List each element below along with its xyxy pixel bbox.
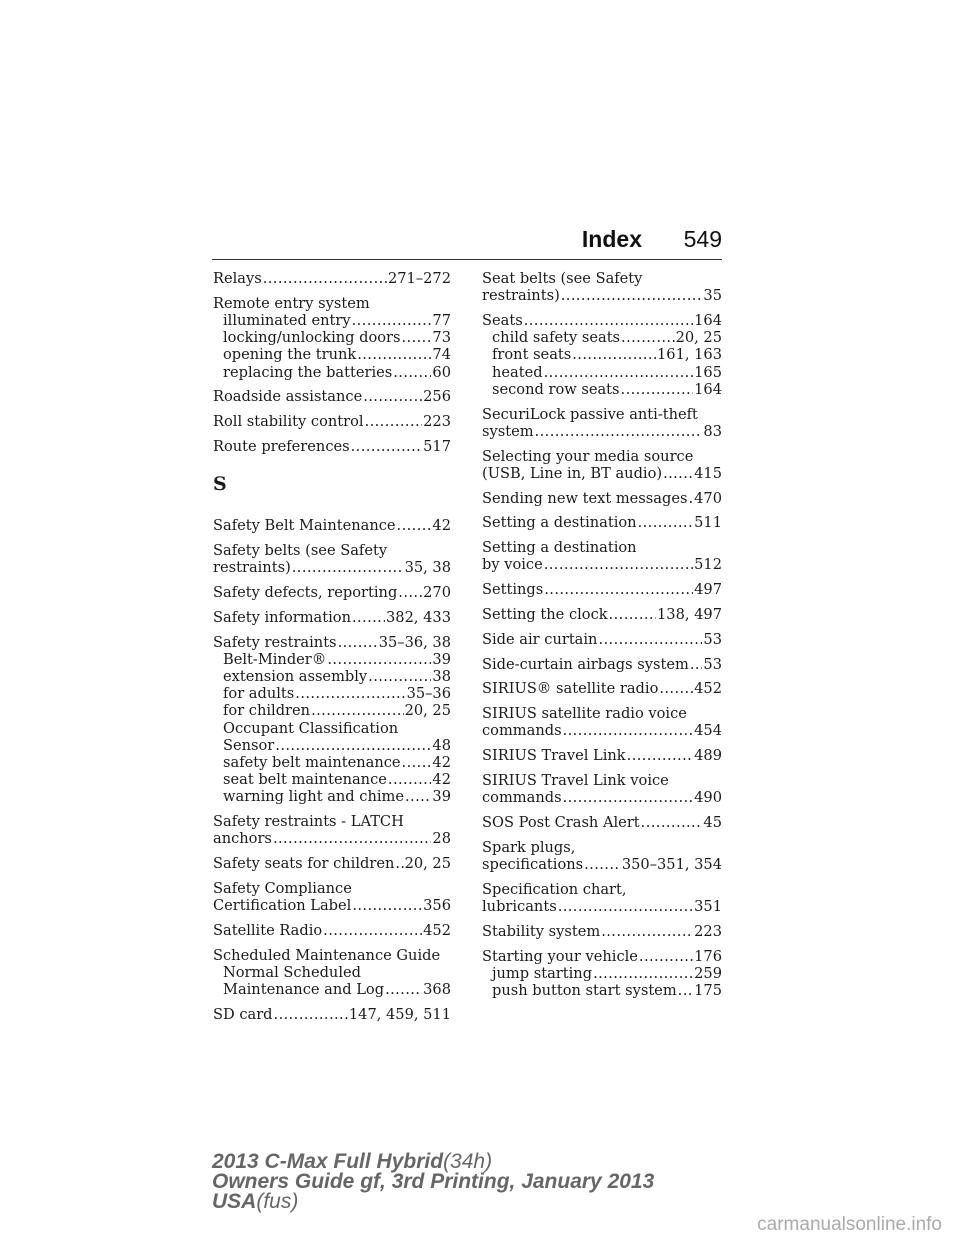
- entry-term: Side-curtain airbags system: [482, 655, 689, 673]
- index-entry: [213, 584, 451, 601]
- index-line: [482, 423, 722, 440]
- index-line: [482, 705, 722, 722]
- watermark: carmanualsonline.info: [757, 1214, 942, 1235]
- index-line: [482, 514, 722, 531]
- entry-term: SecuriLock passive anti-theft: [482, 405, 698, 423]
- entry-term: SIRIUS Travel Link: [482, 747, 626, 765]
- page-reference: 259: [694, 964, 722, 982]
- index-line: [482, 656, 722, 673]
- entry-term: Stability system: [482, 922, 601, 940]
- index-subentry: [213, 685, 451, 702]
- index-entry: [213, 813, 451, 847]
- page-reference: 164: [694, 312, 722, 329]
- entry-term: (USB, Line in, BT audio): [482, 464, 663, 482]
- page-reference: 39: [432, 650, 451, 668]
- entry-term: commands: [482, 789, 562, 807]
- entry-term: for adults: [223, 685, 295, 703]
- index-subentry: [213, 771, 451, 788]
- index-line: [213, 270, 451, 287]
- entry-term: Selecting your media source: [482, 447, 694, 465]
- dot-leader: [544, 556, 693, 573]
- entry-term: seat belt maintenance: [223, 771, 387, 789]
- entry-term: Sensor: [223, 736, 275, 754]
- dot-leader: [621, 381, 694, 398]
- page-reference: 60: [432, 363, 451, 381]
- index-entry: [213, 388, 451, 405]
- index-subentry: [213, 754, 451, 771]
- index-subentry: [482, 965, 722, 982]
- index-entry: [213, 542, 451, 576]
- dot-leader: [402, 329, 432, 346]
- page-reference: 165: [694, 363, 722, 381]
- index-column-right: [482, 270, 722, 1007]
- entry-term: Safety Belt Maintenance: [213, 517, 396, 535]
- index-entry: [482, 814, 722, 831]
- dot-leader: [311, 702, 404, 719]
- dot-leader: [365, 413, 423, 430]
- index-entry: [213, 517, 451, 534]
- dot-leader: [544, 364, 694, 381]
- index-line: [482, 814, 722, 831]
- entry-term: Normal Scheduled: [223, 964, 361, 982]
- dot-leader: [609, 606, 656, 623]
- entry-term: Remote entry system: [213, 294, 370, 312]
- dot-leader: [641, 814, 703, 831]
- dot-leader: [388, 771, 432, 788]
- index-line: [482, 581, 722, 598]
- page-reference: 35–36, 38: [378, 633, 451, 651]
- document-footer: [212, 1152, 654, 1212]
- entry-term: Starting your vehicle: [482, 947, 638, 965]
- dot-leader: [292, 559, 404, 576]
- page-reference: 20, 25: [404, 855, 451, 873]
- entry-term: SIRIUS satellite radio voice: [482, 705, 687, 723]
- page-reference: 223: [423, 413, 451, 431]
- dot-leader: [338, 634, 378, 651]
- index-entry: [213, 295, 451, 381]
- index-line: [482, 539, 722, 556]
- entry-term: Satellite Radio: [213, 922, 323, 940]
- index-line: [482, 789, 722, 806]
- page-reference: 35–36: [406, 685, 451, 703]
- index-line: [213, 1006, 451, 1023]
- page-reference: 454: [694, 722, 722, 740]
- index-entry: [482, 923, 722, 940]
- page-reference: 38: [432, 668, 451, 685]
- page-reference: 42: [432, 771, 451, 789]
- index-entry: [482, 747, 722, 764]
- index-line: [213, 947, 451, 964]
- dot-leader: [295, 685, 405, 702]
- dot-leader: [393, 364, 431, 381]
- entry-term: for children: [223, 702, 311, 720]
- entry-term: second row seats: [492, 380, 620, 398]
- entry-term: SIRIUS® satellite radio: [482, 680, 659, 698]
- dot-leader: [352, 312, 432, 329]
- index-line: [213, 813, 451, 830]
- index-entry: [482, 656, 722, 673]
- index-line: [482, 312, 722, 329]
- index-line: [213, 559, 451, 576]
- entry-term: replacing the batteries: [223, 363, 393, 381]
- entry-term: lubricants: [482, 897, 557, 915]
- entry-term: SOS Post Crash Alert: [482, 813, 640, 831]
- index-entry: [482, 839, 722, 873]
- index-line: [213, 438, 451, 455]
- index-entry: [482, 631, 722, 648]
- footer-line-2: Owners Guide gf, 3rd Printing, January 2013: [212, 1170, 655, 1193]
- entry-term: front seats: [492, 346, 572, 364]
- index-subentry: [482, 364, 722, 381]
- dot-leader: [663, 465, 693, 482]
- dot-leader: [690, 656, 703, 673]
- index-entry: [213, 947, 451, 999]
- index-line: [213, 634, 451, 651]
- index-line: [482, 747, 722, 764]
- entry-term: Safety information: [213, 608, 351, 626]
- page-reference: 147, 459, 511: [348, 1006, 451, 1024]
- index-line: [482, 898, 722, 915]
- page-reference: 53: [703, 630, 722, 648]
- dot-leader: [405, 788, 431, 805]
- page-header: [212, 226, 722, 260]
- index-line: [213, 413, 451, 430]
- dot-leader: [397, 517, 432, 534]
- dot-leader: [385, 981, 422, 998]
- page-reference: 270: [423, 584, 451, 601]
- entry-term: heated: [492, 363, 543, 381]
- page-reference: 53: [703, 655, 722, 673]
- index-line: [482, 606, 722, 623]
- entry-term: by voice: [482, 556, 543, 574]
- index-line: [482, 270, 722, 287]
- page-reference: 161, 163: [657, 346, 722, 364]
- index-line: [482, 631, 722, 648]
- page-reference: 45: [703, 813, 722, 831]
- entry-term: Safety restraints - LATCH: [213, 813, 404, 831]
- dot-leader: [352, 609, 385, 626]
- dot-leader: [563, 722, 694, 739]
- entry-term: child safety seats: [492, 329, 621, 347]
- entry-term: locking/unlocking doors: [223, 329, 401, 347]
- page-reference: 223: [694, 922, 722, 940]
- entry-term: Relays: [213, 270, 262, 287]
- index-entry: [482, 606, 722, 623]
- page-reference: 74: [432, 346, 451, 364]
- entry-term: Settings: [482, 581, 544, 599]
- entry-term: Specification chart,: [482, 880, 627, 898]
- page-reference: 511: [694, 514, 722, 532]
- footer-line-1: 2013 C-Max Full Hybrid(34h): [212, 1150, 493, 1173]
- dot-leader: [621, 329, 675, 346]
- index-line: [213, 830, 451, 847]
- index-subentry: [482, 381, 722, 398]
- index-entry: [213, 413, 451, 430]
- index-subentry: [213, 964, 451, 981]
- index-line: [213, 880, 451, 897]
- entry-term: safety belt maintenance: [223, 754, 401, 772]
- dot-leader: [323, 922, 422, 939]
- index-line: [482, 881, 722, 898]
- dot-leader: [638, 514, 694, 531]
- index-entry: [482, 270, 722, 304]
- index-entry: [213, 438, 451, 455]
- index-subentry: [213, 346, 451, 363]
- entry-term: jump starting: [492, 964, 593, 982]
- index-entry: [482, 539, 722, 573]
- index-entry: [213, 270, 451, 287]
- page-reference: 164: [694, 380, 722, 398]
- dot-leader: [601, 923, 693, 940]
- entry-term: Occupant Classification: [223, 719, 399, 737]
- index-subentry: [482, 982, 722, 999]
- entry-term: SIRIUS Travel Link voice: [482, 771, 669, 789]
- dot-leader: [627, 747, 693, 764]
- footer-line-3: USA(fus): [212, 1190, 299, 1213]
- index-line: [482, 448, 722, 465]
- entry-term: Safety defects, reporting: [213, 584, 398, 601]
- entry-term: Scheduled Maintenance Guide: [213, 946, 441, 964]
- entry-term: system: [482, 422, 534, 440]
- entry-term: commands: [482, 722, 562, 740]
- dot-leader: [561, 287, 703, 304]
- entry-term: Roadside assistance: [213, 388, 363, 406]
- page-reference: 382, 433: [386, 608, 451, 626]
- index-entry: [482, 680, 722, 697]
- dot-leader: [544, 581, 693, 598]
- dot-leader: [327, 651, 431, 668]
- page-title: Index: [581, 226, 642, 252]
- page-reference: 175: [694, 981, 722, 999]
- page-reference: 28: [432, 830, 451, 848]
- page-reference: 368: [423, 981, 451, 999]
- index-entry: [213, 880, 451, 914]
- index-subentry: [213, 364, 451, 381]
- index-line: [482, 722, 722, 739]
- index-entry: [482, 406, 722, 440]
- page-reference: 83: [703, 422, 722, 440]
- page-reference: 356: [423, 897, 451, 915]
- entry-term: push button start system: [492, 981, 677, 999]
- entry-term: restraints): [213, 559, 291, 577]
- index-entry: [213, 609, 451, 626]
- dot-leader: [263, 270, 387, 287]
- entry-term: opening the trunk: [223, 346, 357, 364]
- dot-leader: [273, 830, 431, 847]
- dot-leader: [678, 982, 693, 999]
- page-reference: 415: [694, 464, 722, 482]
- dot-leader: [402, 754, 432, 771]
- index-subentry: [213, 702, 451, 719]
- index-line: [482, 406, 722, 423]
- dot-leader: [524, 312, 693, 329]
- index-entry: [482, 448, 722, 482]
- index-line: [213, 609, 451, 626]
- dot-leader: [598, 631, 702, 648]
- index-subentry: [213, 720, 451, 737]
- page-reference: 48: [432, 736, 451, 754]
- dot-leader: [351, 438, 423, 455]
- index-entry: [482, 772, 722, 806]
- index-line: [482, 556, 722, 573]
- page-reference: 35: [703, 287, 722, 305]
- page-reference: 256: [423, 388, 451, 406]
- entry-term: Spark plugs,: [482, 838, 576, 856]
- index-line: [482, 680, 722, 697]
- entry-term: Safety belts (see Safety: [213, 542, 388, 559]
- page-reference: 497: [694, 581, 722, 599]
- index-line: [213, 584, 451, 601]
- page-reference: 39: [432, 788, 451, 806]
- entry-term: Certification Label: [213, 897, 352, 915]
- dot-leader: [274, 1006, 348, 1023]
- dot-leader: [535, 423, 703, 440]
- entry-term: Setting the clock: [482, 606, 608, 623]
- index-line: [213, 922, 451, 939]
- page-reference: 138, 497: [657, 606, 722, 623]
- entry-term: Side air curtain: [482, 630, 598, 648]
- dot-leader: [659, 680, 693, 697]
- dot-leader: [688, 490, 693, 507]
- dot-leader: [275, 737, 431, 754]
- page-reference: 517: [423, 438, 451, 455]
- entry-term: anchors: [213, 830, 272, 848]
- page-reference: 512: [694, 556, 722, 574]
- entry-term: Maintenance and Log: [223, 981, 385, 999]
- index-line: [213, 517, 451, 534]
- entry-term: Safety seats for children: [213, 855, 395, 873]
- index-subentry: [213, 668, 451, 685]
- dot-leader: [395, 855, 403, 872]
- index-entry: [213, 855, 451, 872]
- index-line: [482, 839, 722, 856]
- index-subentry: [213, 329, 451, 346]
- dot-leader: [572, 346, 656, 363]
- dot-leader: [363, 388, 422, 405]
- entry-term: Setting a destination: [482, 514, 637, 532]
- entry-term: Route preferences: [213, 438, 350, 455]
- page-reference: 77: [432, 312, 451, 329]
- entry-term: restraints): [482, 287, 560, 305]
- index-line: [213, 897, 451, 914]
- index-entry: [482, 514, 722, 531]
- page-reference: 490: [694, 789, 722, 807]
- entry-term: SD card: [213, 1006, 273, 1024]
- dot-leader: [639, 948, 693, 965]
- page-reference: 470: [694, 489, 722, 507]
- index-subentry: [213, 651, 451, 668]
- index-line: [213, 388, 451, 405]
- page-reference: 20, 25: [675, 329, 722, 347]
- index-line: [213, 855, 451, 872]
- dot-leader: [352, 897, 422, 914]
- dot-leader: [593, 965, 693, 982]
- index-subentry: [213, 312, 451, 329]
- index-entry: [482, 312, 722, 398]
- page-reference: 35, 38: [404, 559, 451, 577]
- index-entry: [482, 705, 722, 739]
- page-reference: 271–272: [387, 270, 451, 287]
- index-line: [482, 948, 722, 965]
- index-line: [482, 287, 722, 304]
- page-number: 549: [683, 226, 722, 252]
- index-entry: [213, 634, 451, 806]
- index-line: [213, 542, 451, 559]
- page-reference: 452: [694, 680, 722, 698]
- entry-term: Sending new text messages: [482, 489, 688, 507]
- index-subentry: [213, 737, 451, 754]
- page-reference: 176: [694, 947, 722, 965]
- index-entry: [213, 922, 451, 939]
- index-line: [482, 923, 722, 940]
- index-line: [482, 465, 722, 482]
- index-subentry: [213, 981, 451, 998]
- index-line: [482, 490, 722, 507]
- entry-term: Belt-Minder®: [223, 650, 327, 668]
- index-column-left: [213, 270, 451, 1031]
- entry-term: specifications: [482, 855, 584, 873]
- page-reference: 42: [432, 754, 451, 772]
- index-subentry: [482, 329, 722, 346]
- entry-term: warning light and chime: [223, 788, 404, 806]
- dot-leader: [398, 584, 422, 601]
- index-line: [213, 295, 451, 312]
- dot-leader: [357, 346, 431, 363]
- entry-term: Roll stability control: [213, 413, 364, 431]
- index-subentry: [482, 346, 722, 363]
- entry-term: Setting a destination: [482, 539, 637, 557]
- dot-leader: [584, 856, 621, 873]
- index-line: [482, 772, 722, 789]
- section-letter: S: [213, 473, 227, 496]
- entry-term: Seats: [482, 312, 523, 329]
- index-entry: [482, 581, 722, 598]
- dot-leader: [558, 898, 693, 915]
- header-rule: [212, 259, 722, 260]
- index-entry: [482, 490, 722, 507]
- page-reference: 351: [694, 897, 722, 915]
- entry-term: Safety restraints: [213, 633, 337, 651]
- dot-leader: [368, 668, 431, 685]
- page-reference: 20, 25: [404, 702, 451, 720]
- entry-term: extension assembly: [223, 668, 368, 685]
- index-entry: [213, 1006, 451, 1023]
- index-subentry: [213, 788, 451, 805]
- entry-term: Safety Compliance: [213, 880, 352, 898]
- page-reference: 73: [432, 329, 451, 347]
- page-reference: 42: [432, 517, 451, 535]
- index-entry: [482, 881, 722, 915]
- entry-term: illuminated entry: [223, 312, 351, 329]
- index-line: [482, 856, 722, 873]
- entry-term: Seat belts (see Safety: [482, 270, 643, 287]
- page-reference: 350–351, 354: [621, 855, 722, 873]
- page-reference: 489: [694, 747, 722, 765]
- page-reference: 452: [423, 922, 451, 940]
- index-entry: [482, 948, 722, 1000]
- dot-leader: [563, 789, 694, 806]
